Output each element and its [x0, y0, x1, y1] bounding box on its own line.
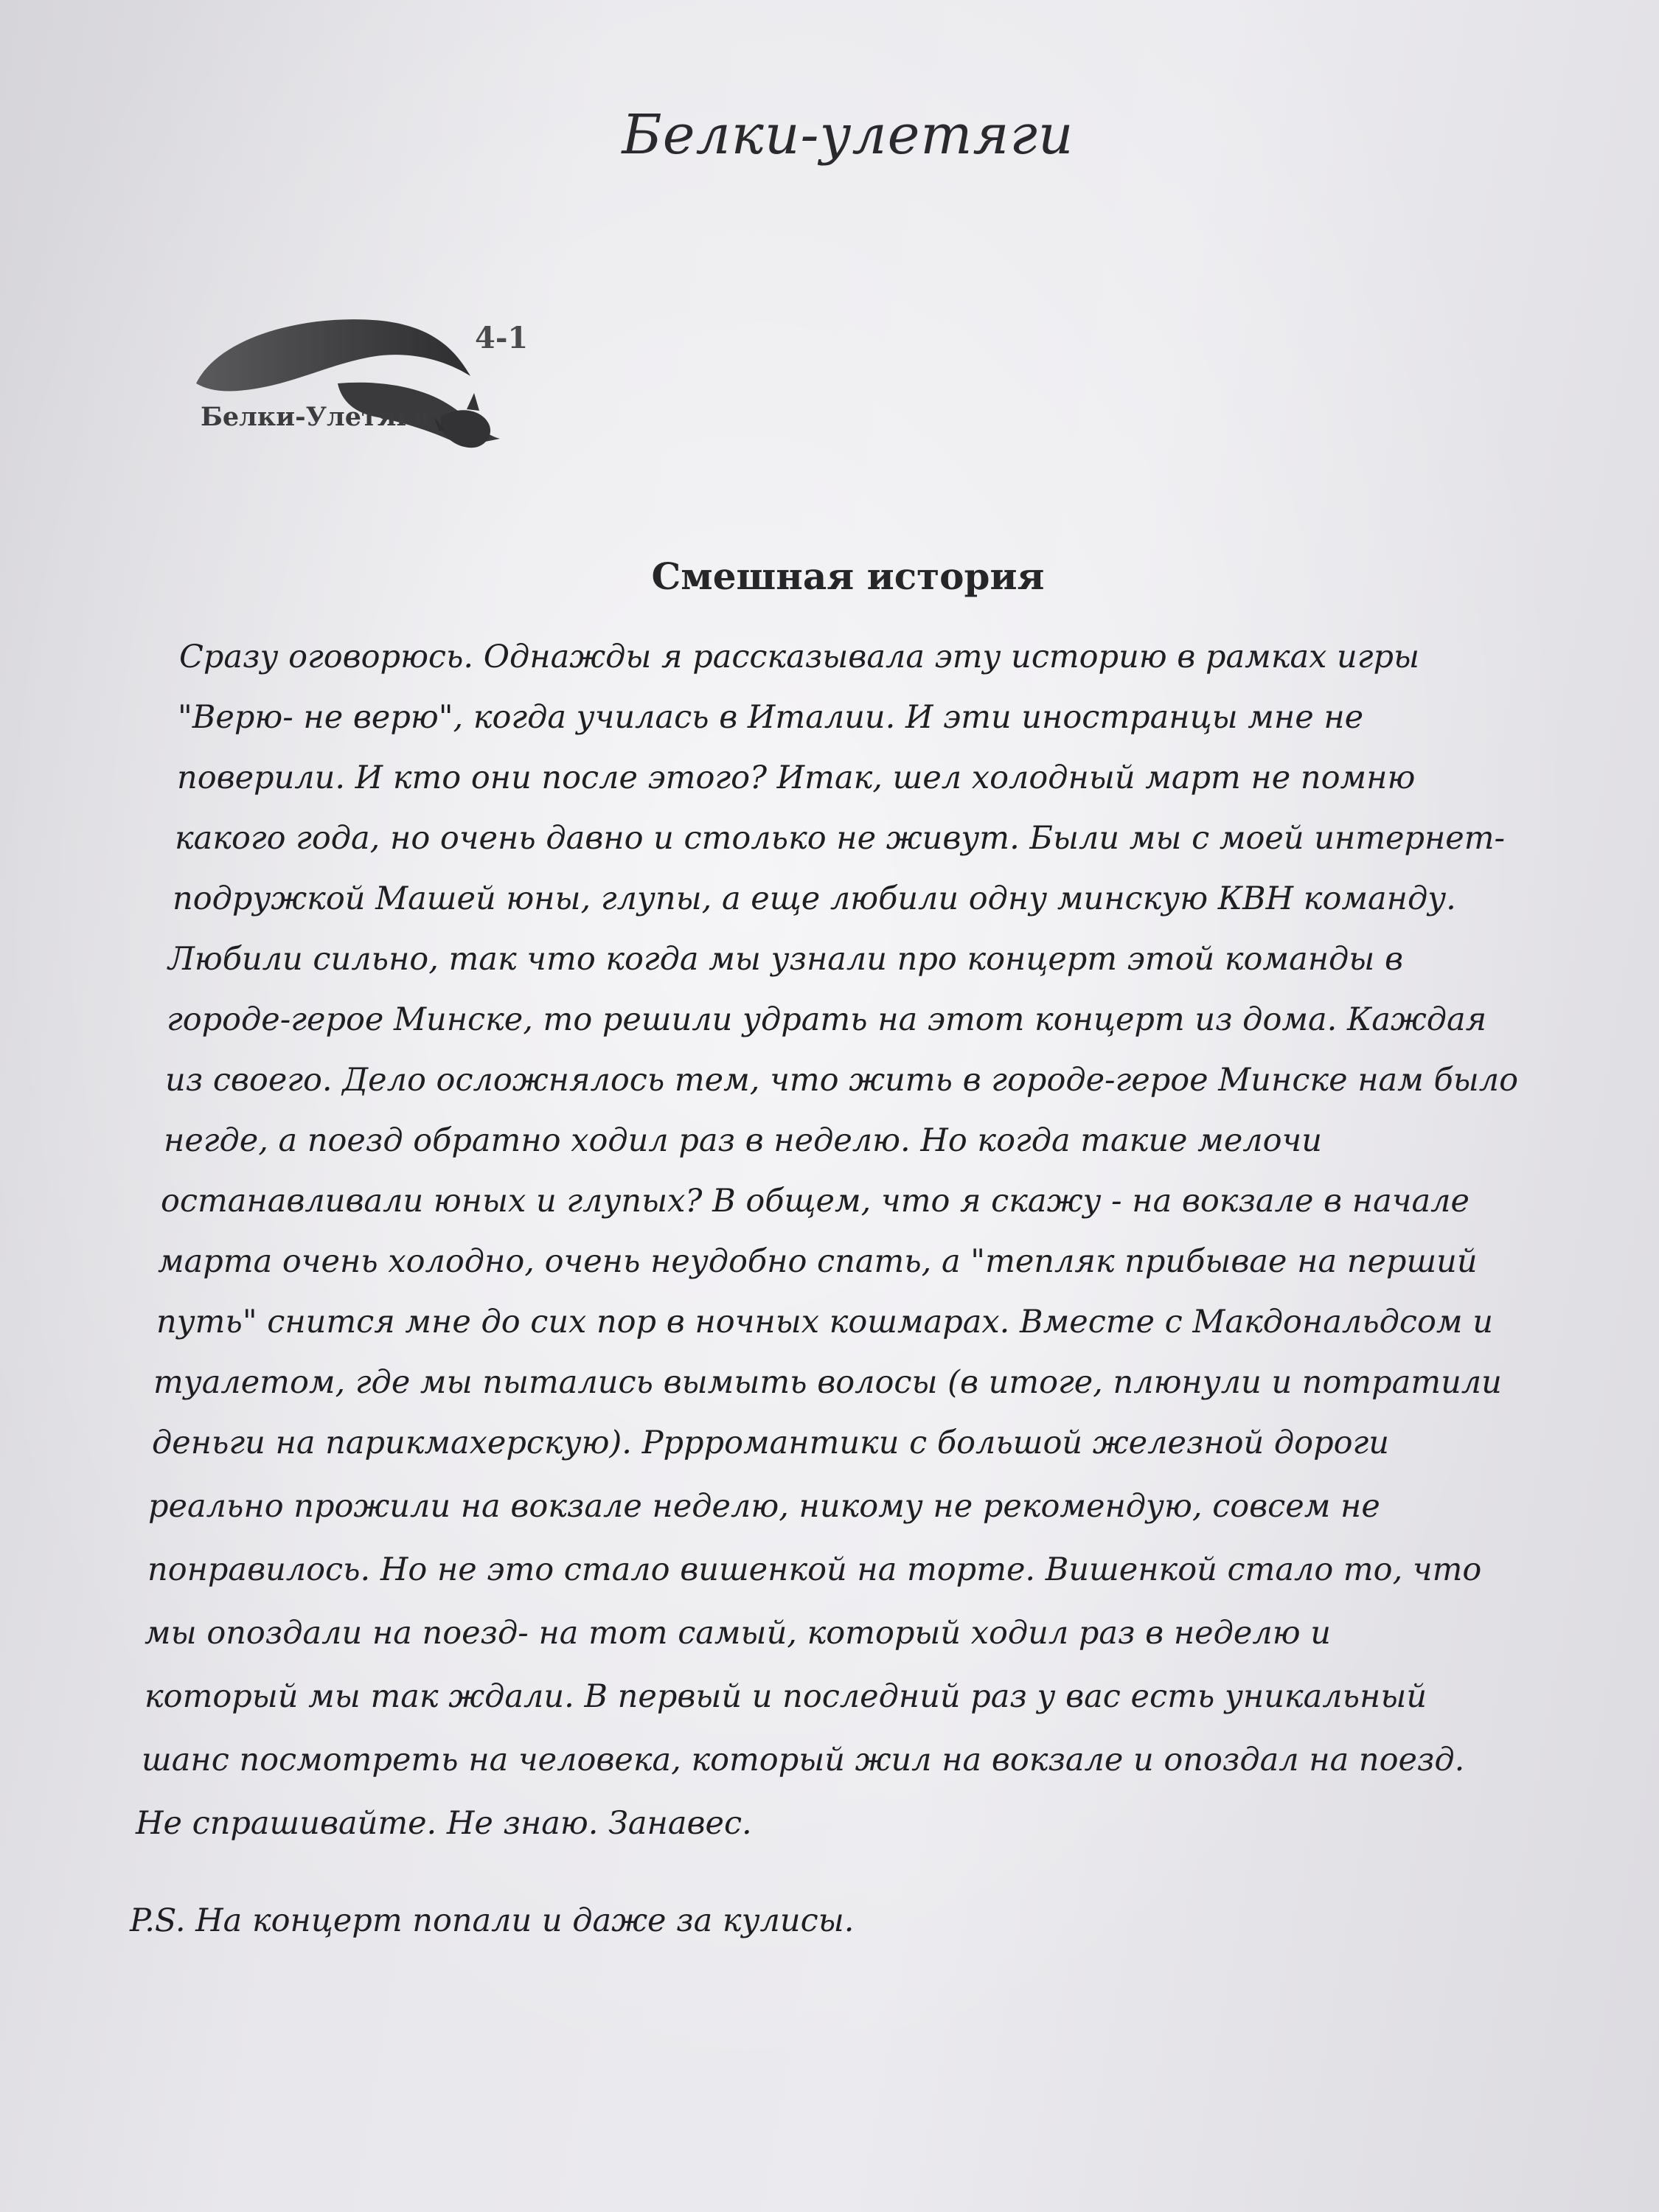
- story-line: который мы так ждали. В первый и последний раз у вас есть уникальный: [145, 1678, 1427, 1715]
- postscript: P.S. На концерт попали и даже за кулисы.: [130, 1902, 855, 1939]
- story-line: марта очень холодно, очень неудобно спать, а "тепляк прибывае на перший: [158, 1243, 1478, 1280]
- logo-label: Белки-Улетяги: [201, 402, 431, 432]
- story-line: поверили. И кто они после этого? Итак, шел холодный март не помню: [177, 759, 1416, 796]
- story-line: шанс посмотреть на человека, который жил на вокзале и опоздал на поезд.: [142, 1742, 1465, 1778]
- story-line: Сразу оговорюсь. Однажды я рассказывала эту историю в рамках игры: [179, 639, 1420, 675]
- logo-number: 4-1: [475, 321, 529, 355]
- story-line: понравилось. Но не это стало вишенкой на торте. Вишенкой стало то, что: [147, 1551, 1482, 1588]
- story-line: останавливали юных и глупых? В общем, что я скажу - на вокзале в начале: [161, 1183, 1470, 1220]
- story-line: негде, а поезд обратно ходил раз в неделю. Но когда такие мелочи: [164, 1122, 1322, 1159]
- story-line: деньги на парикмахерскую). Рррромантики с большой железной дороги: [152, 1425, 1389, 1461]
- story-title: Смешная история: [651, 554, 1045, 598]
- story-line: путь" снится мне до сих пор в ночных кошмарах. Вместе с Макдональдсом и: [156, 1304, 1493, 1340]
- story-line: городе-герое Минске, то решили удрать на этот концерт из дома. Каждая: [167, 1001, 1487, 1038]
- story-line: подружкой Машей юны, глупы, а еще любили одну минскую КВН команду.: [173, 880, 1456, 917]
- story-line: мы опоздали на поезд- на тот самый, который ходил раз в неделю и: [145, 1615, 1331, 1652]
- story-line: реально прожили на вокзале неделю, никому не рекомендую, совсем не: [148, 1488, 1380, 1525]
- story-line: какого года, но очень давно и столько не живут. Были мы с моей интернет-: [175, 820, 1506, 857]
- story-line: из своего. Дело осложнялось тем, что жить в городе-герое Минске нам было: [165, 1062, 1519, 1099]
- story-line: туалетом, где мы пытались вымыть волосы (в итоге, плюнули и потратили: [153, 1364, 1502, 1401]
- story-line: Не спрашивайте. Не знаю. Занавес.: [136, 1805, 752, 1842]
- page-title: Белки-улетяги: [622, 103, 1074, 167]
- story-line: Любили сильно, так что когда мы узнали про концерт этой команды в: [168, 941, 1404, 978]
- story-line: "Верю- не верю", когда училась в Италии. И эти иностранцы мне не: [178, 699, 1364, 736]
